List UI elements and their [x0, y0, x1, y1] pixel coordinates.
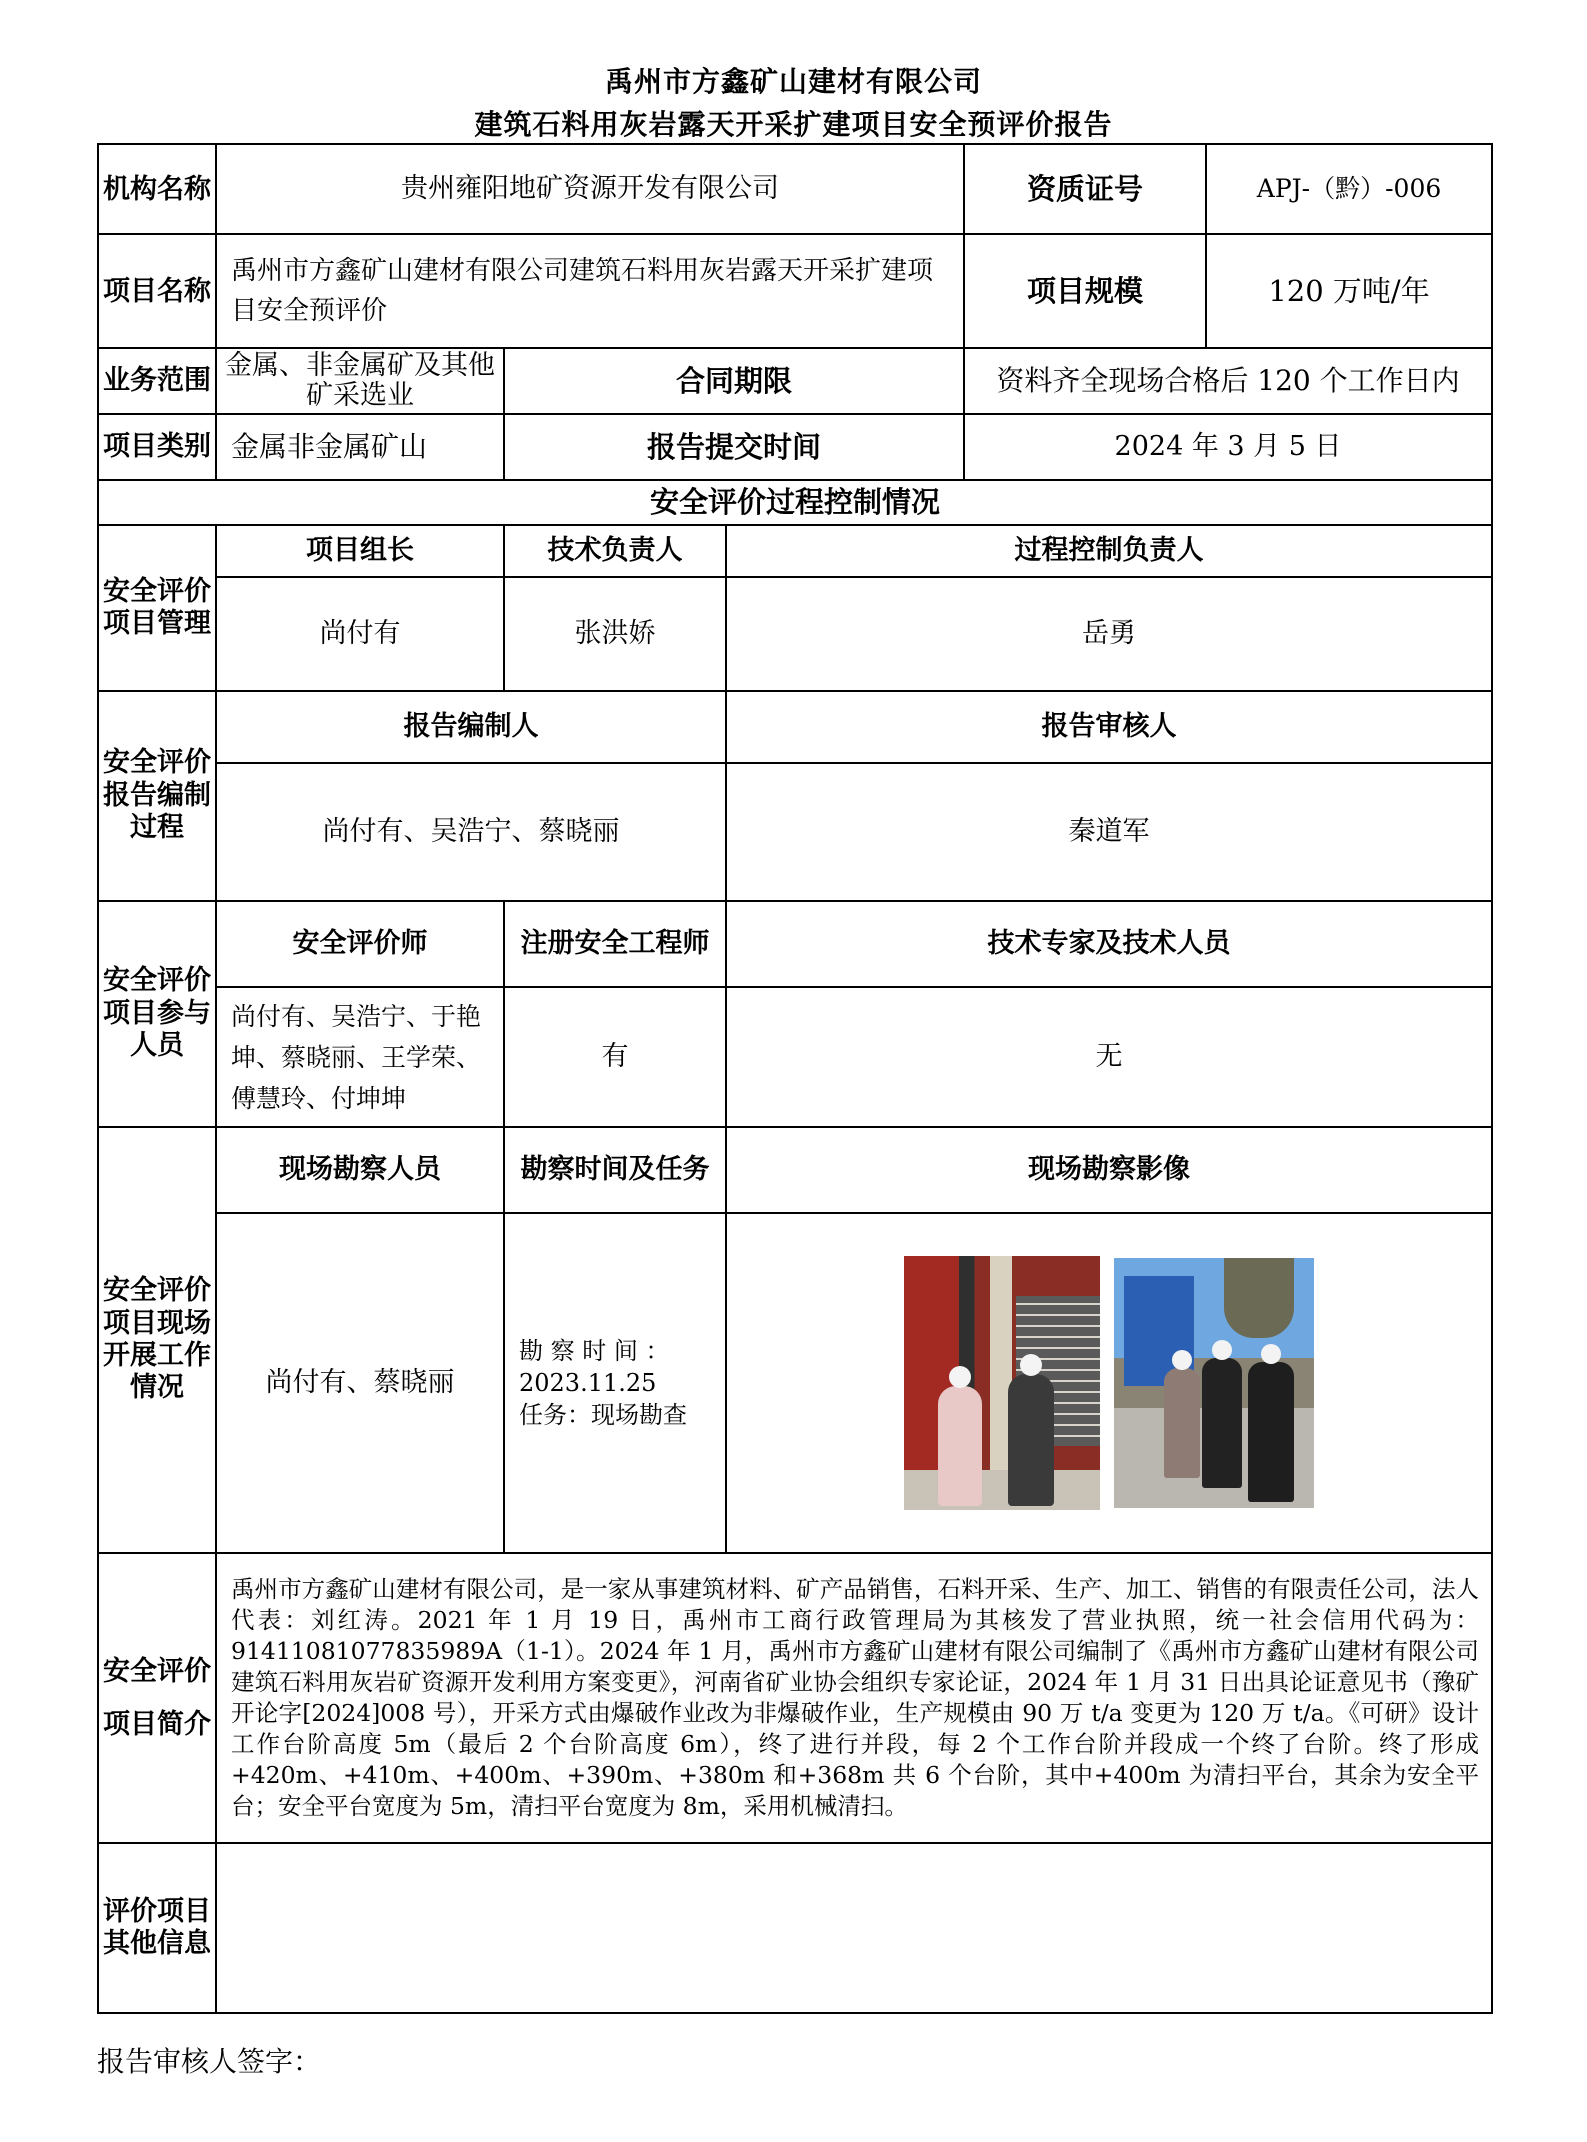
intro-label: 安全评价项目简介 [98, 1553, 216, 1843]
tech-label: 技术负责人 [504, 525, 726, 577]
expert-label: 技术专家及技术人员 [726, 901, 1492, 987]
cert-value: APJ-（黔）-006 [1256, 174, 1442, 203]
leader-value: 尚付有 [216, 577, 504, 691]
site-photo-mine [1114, 1258, 1314, 1508]
reviewer-value: 秦道军 [726, 763, 1492, 901]
reviewer-label: 报告审核人 [726, 691, 1492, 763]
leader-label: 项目组长 [216, 525, 504, 577]
survey-time-line1: 勘 察 时 间 ： [519, 1337, 670, 1365]
category-label: 项目类别 [98, 414, 216, 480]
row-survey-header [98, 1127, 1492, 1213]
contract-value: 资料齐全现场合格后 120 个工作日内 [964, 348, 1492, 414]
submit-label: 报告提交时间 [504, 414, 964, 480]
other-value [216, 1843, 1492, 2013]
evaluation-form-table [97, 143, 1493, 2014]
editor-value: 尚付有、吴浩宁、蔡晓丽 [216, 763, 726, 901]
engineer-value: 有 [504, 987, 726, 1127]
row-organization [98, 144, 1492, 234]
survey-task-line: 任务：现场勘查 [519, 1401, 687, 1429]
staff-value: 尚付有、蔡晓丽 [216, 1213, 504, 1553]
survey-photos-cell [726, 1213, 1492, 1553]
business-label: 业务范围 [98, 348, 216, 414]
signature-label: 报告审核人签字： [97, 2045, 322, 2078]
row-survey-values [98, 1213, 1492, 1553]
row-compilation-header [98, 691, 1492, 763]
contract-label: 合同期限 [504, 348, 964, 414]
time-label: 勘察时间及任务 [504, 1127, 726, 1213]
staff-label: 现场勘察人员 [216, 1127, 504, 1213]
row-intro [98, 1553, 1492, 1843]
org-label: 机构名称 [98, 144, 216, 234]
engineer-label: 注册安全工程师 [504, 901, 726, 987]
project-label: 项目名称 [98, 234, 216, 348]
evaluator-value: 尚付有、吴浩宁、于艳坤、蔡晓丽、王学荣、傅慧玲、付坤坤 [216, 987, 504, 1127]
row-participants-header [98, 901, 1492, 987]
row-compilation-values [98, 763, 1492, 901]
org-value: 贵州雍阳地矿资源开发有限公司 [216, 144, 964, 234]
expert-value: 无 [726, 987, 1492, 1127]
row-process-title [98, 480, 1492, 525]
intro-text: 禹州市方鑫矿山建材有限公司，是一家从事建筑材料、矿产品销售，石料开采、生产、加工、销售的有限责任公司，法人代表：刘红涛。2021 年 1 月 19 日，禹州市工商行政管理局为其核发了营业执照，统一社会信用代码为：91411081077835989A（1-1）。2024 年 1 月，禹州市方鑫矿山建材有限公司编制了《禹州市方鑫矿山建材有限公司建筑石料用灰岩矿资源开发利用方案变更》，河南省矿业协会组织专家论证，2024 年 1 月 31 日出具论证意见书（豫矿开论字[2024]008 号），开采方式由爆破作业改为非爆破作业，生产规模由 90 万 t/a 变更为 120 万 t/a。《可研》设计工作台阶高度 5m（最后 2 个台阶高度 6m），终了进行并段，每 2 个工作台阶并段成一个终了台阶。终了形成+420m、+410m、+400m、+390m、+380m 和+368m 共 6 个台阶，其中+400m 为清扫平台，其余为安全平台；安全平台宽度为 5m，清扫平台宽度为 8m，采用机械清扫。 [216, 1553, 1492, 1843]
project-value: 禹州市方鑫矿山建材有限公司建筑石料用灰岩露天开采扩建项目安全预评价 [216, 234, 964, 348]
participants-label: 安全评价项目参与人员 [98, 901, 216, 1127]
row-management-header [98, 525, 1492, 577]
scale-label: 项目规模 [965, 235, 1207, 347]
site-photo-entrance [904, 1256, 1100, 1510]
process-title: 安全评价过程控制情况 [98, 480, 1492, 525]
other-label: 评价项目其他信息 [98, 1843, 216, 2013]
row-category [98, 414, 1492, 480]
cert-label: 资质证号 [965, 145, 1207, 233]
business-value: 金属、非金属矿及其他矿采选业 [216, 348, 504, 414]
scale-value: 120 万吨/年 [1268, 273, 1430, 308]
submit-value: 2024 年 3 月 5 日 [964, 414, 1492, 480]
document-title-line2: 建筑石料用灰岩露天开采扩建项目安全预评价报告 [474, 108, 1113, 141]
survey-label: 安全评价项目现场开展工作情况 [98, 1127, 216, 1553]
row-participants-values [98, 987, 1492, 1127]
row-business [98, 348, 1492, 414]
control-value: 岳勇 [726, 577, 1492, 691]
editor-label: 报告编制人 [216, 691, 726, 763]
category-value: 金属非金属矿山 [216, 414, 504, 480]
compilation-label: 安全评价报告编制过程 [98, 691, 216, 901]
row-project [98, 234, 1492, 348]
management-label: 安全评价项目管理 [98, 525, 216, 691]
evaluator-label: 安全评价师 [216, 901, 504, 987]
document-title-line1: 禹州市方鑫矿山建材有限公司 [604, 65, 982, 98]
image-label: 现场勘察影像 [726, 1127, 1492, 1213]
tech-value: 张洪娇 [504, 577, 726, 691]
survey-time-line2: 2023.11.25 [519, 1369, 657, 1397]
row-other [98, 1843, 1492, 2013]
control-label: 过程控制负责人 [726, 525, 1492, 577]
row-management-values [98, 577, 1492, 691]
